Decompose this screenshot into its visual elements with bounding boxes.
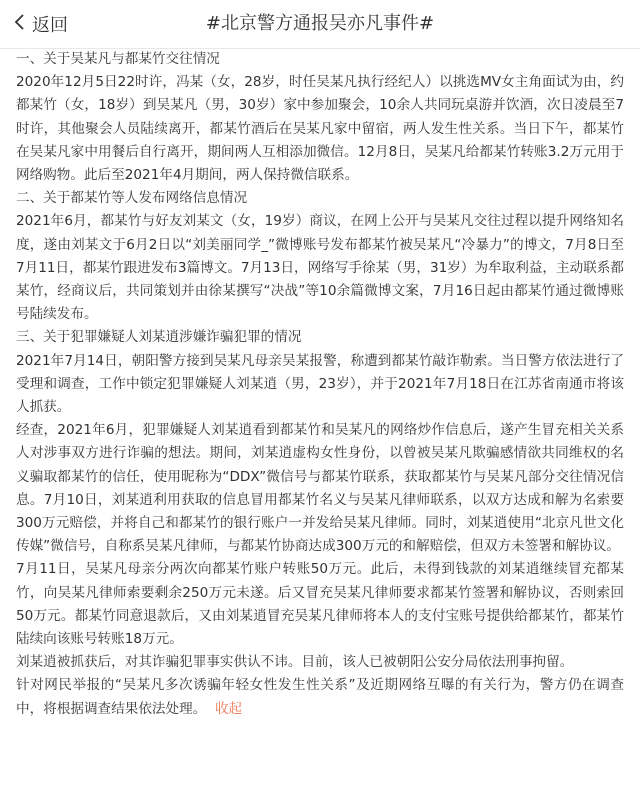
- paragraph-2: 2021年6月，都某竹与好友刘某文（女，19岁）商议，在网上公开与吴某凡交往过程以提升网络知名度，遂由刘某文于6月2日以“刘美丽同学_”微博账号发布都某竹被吴某凡“冷暴力”的博文，7月8日至7月11日，都某竹跟进发布3篇博文。7月13日，网络写手徐某（男，31岁）为牟取利益，主动联系都某竹，经商议后，共同策划并由徐某撰写“决战”等10余篇微博文案，7月16日起由都某竹通过微博账号陆续发布。: [16, 213, 624, 323]
- section-heading-1: 一、关于吴某凡与都某竹交往情况: [16, 51, 220, 67]
- paragraph-6: 刘某逍被抓获后，对其诈骗犯罪事实供认不讳。目前，该人已被朝阳公安分局依法刑事拘留。: [16, 654, 574, 671]
- section-heading-3: 三、关于犯罪嫌疑人刘某逍涉嫌诈骗犯罪的情况: [16, 329, 302, 346]
- paragraph-5: 7月11日，吴某凡母亲分两次向都某竹账户转账50万元。此后，未得到钱款的刘某逍继续冒充都某竹，向吴某凡律师索要剩余250万元未遂。后又冒充吴某凡律师要求都某竹签署和解协议，否则索回50万元。都某竹同意退款后，又由刘某逍冒充吴某凡律师将本人的支付宝账号提供给都某竹，都某竹陆续向该账号转账18万元。: [16, 561, 624, 648]
- back-label: 返回: [32, 15, 68, 36]
- paragraph-7-text: 针对网民举报的“吴某凡多次诱骗年轻女性发生性关系”及近期网络互曝的有关行为，警方仍在调查中，将根据调查结果依法处理。: [16, 677, 624, 717]
- paragraph-3: 2021年7月14日，朝阳警方接到吴某凡母亲吴某报警，称遭到都某竹敲诈勒索。当日警方依法进行了受理和调查，工作中锁定犯罪嫌疑人刘某逍（男，23岁），并于2021年7月18日在江苏省南通市将该人抓获。: [16, 352, 624, 416]
- section-heading-2: 二、关于都某竹等人发布网络信息情况: [16, 190, 248, 207]
- page-title: #北京警方通报吴亦凡事件#: [205, 13, 435, 34]
- paragraph-1: 2020年12月5日22时许，冯某（女，28岁，时任吴某凡执行经纪人）以挑选MV女主角面试为由，约都某竹（女，18岁）到吴某凡（男，30岁）家中参加聚会，10余人共同玩桌游并饮酒，次日凌晨至7时许，其他聚会人员陆续离开，都某竹酒后在吴某凡家中留宿，两人发生性关系。当日下午，都某竹在吴某凡家中用餐后自行离开，期间两人互相添加微信。12月8日，吴某凡给都某竹转账3.2万元用于网络购物。此后至2021年4月期间，两人保持微信联系。: [16, 74, 624, 184]
- paragraph-7: [16, 674, 624, 720]
- paragraph-4: 经查，2021年6月，犯罪嫌疑人刘某逍看到都某竹和吴某凡的网络炒作信息后，遂产生冒充相关关系人对涉事双方进行诈骗的想法。期间，刘某逍虚构女性身份，以曾被吴某凡欺骗感情欲共同维权的名义骗取都某竹的信任，使用昵称为“DDX”微信号与都某竹联系，获取都某竹与吴某凡部分交往情况信息。7月10日，刘某逍利用获取的信息冒用都某竹名义与吴某凡律师联系，以双方达成和解为名索要300万元赔偿，并将自己和都某竹的银行账户一并发给吴某凡律师。同时，刘某逍使用“北京凡世文化传媒”微信号，自称系吴某凡律师，与都某竹协商达成300万元的和解赔偿，但双方未签署和解协议。: [16, 422, 624, 555]
- collapse-link[interactable]: 收起: [214, 700, 243, 717]
- top-navigation-bar: [0, 0, 640, 49]
- article-body: [0, 48, 640, 721]
